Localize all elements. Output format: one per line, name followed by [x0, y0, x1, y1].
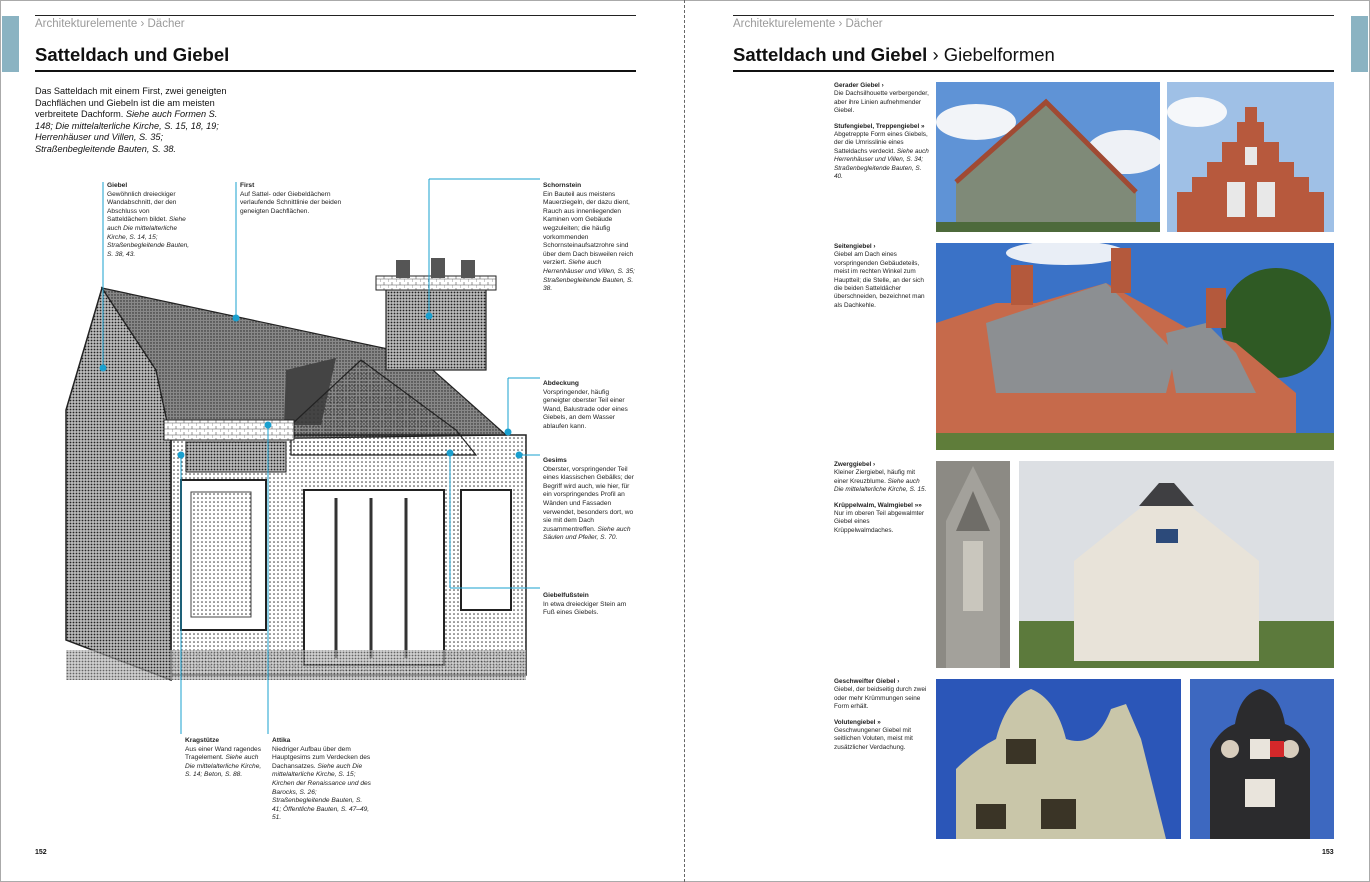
section-tab-right [1351, 16, 1368, 72]
photo-geschweifter-giebel [936, 679, 1181, 839]
page-title-right [733, 44, 1334, 72]
photo-seitengiebel [936, 243, 1334, 450]
section-tab-left [2, 16, 19, 72]
gable-house-illustration [36, 180, 536, 720]
breadcrumb-right: Architekturelemente › Dächer [733, 15, 1334, 33]
title-main: Satteldach und Giebel [733, 44, 933, 65]
callout-attika: Attika Niedriger Aufbau über dem Hauptgesims zum Verdecken des Dachansatzes. Siehe auch Die mittelalterliche Kirche, S. 15; Kirchen der Renaissance und des Barocks, S. 26; Straßenbegleitende Bauten, S. 41; Öffentliche Bauten, S. 47–49, 51. [272, 737, 371, 822]
photo-krueppelwalm [1019, 461, 1334, 668]
caption-zwerg-kruppel: Zwerggiebel › Kleiner Ziergiebel, häufig mit einer Kreuzblume. Siehe auch Die mittelalterliche Kirche, S. 15. Krüppelwalm, Walmgiebel »» Nur im oberen Teil abgewalmter Giebel eines Krüppelwalmdaches. [834, 461, 927, 534]
caption-seitengiebel: Seitengiebel › Giebel am Dach eines vorspringenden Gebäudeteils, meist im rechten Winkel zum Hauptteil; die Stelle, an der sich die beiden Satteldächer überschneiden, bezeichnet man als Dachkehle. [834, 243, 925, 309]
title-sub: Giebelformen [943, 44, 1055, 65]
photo-zwerggiebel [936, 461, 1010, 668]
page-title-left [35, 44, 636, 72]
callout-first: First Auf Sattel- oder Giebeldächern verlaufende Schnittlinie der beiden geneigten Dachflächen. [240, 182, 342, 215]
callout-schornstein: Schornstein Ein Bauteil aus meistens Mauerziegeln, der dazu dient, Rauch aus innenliegenden Kaminen vom Gebäude wegzuleiten; die häufig vorkommenden Schornsteinaufsatzrohre sind über dem Dach bisweilen reich verziert. Siehe auch Herrenhäuser und Villen, S. 35; Straßenbegleitende Bauten, S. 38. [543, 182, 635, 293]
photo-volutengiebel [1190, 679, 1334, 839]
title-text: Satteldach und Giebel [35, 44, 230, 65]
photo-stufengiebel [1167, 82, 1334, 232]
title-separator: › [932, 44, 944, 65]
photo-gerader-giebel [936, 82, 1160, 232]
page-number-left: 152 [35, 849, 47, 856]
callout-giebelfussstein: Giebelfußstein In etwa dreieckiger Stein am Fuß eines Giebels. [543, 592, 627, 617]
intro-paragraph [35, 86, 235, 156]
page-number-right: 153 [1322, 849, 1334, 856]
book-spine-divider [684, 0, 685, 882]
caption-geschweift-voluten: Geschweifter Giebel › Giebel, der beidseitig durch zwei oder mehr Krümmungen seine Form erhält. Volutengiebel » Geschwungener Giebel mit seitlichen Voluten, meist mit zusätzlicher Verdachung. [834, 678, 927, 751]
intro-text: Das Satteldach mit einem First, zwei geneigten Dachflächen und Giebeln ist die am meisten verbreitete Dachform. [35, 86, 227, 120]
caption-gerader-stufen: Gerader Giebel › Die Dachsilhouette verbergender, aber ihre Linien aufnehmender Giebel. Stufengiebel, Treppengiebel » Abgetreppte Form eines Giebels, der die Umrisslinie eines Satteldachs verdeckt. Siehe auch Herrenhäuser und Villen, S. 34; Straßenbegleitende Bauten, S. 40. [834, 82, 929, 181]
callout-kragstuetze: Kragstütze Aus einer Wand ragendes Tragelement. Siehe auch Die mittelalterliche Kirche, S. 14; Beton, S. 88. [185, 737, 262, 779]
callout-abdeckung: Abdeckung Vorspringender, häufig geneigter oberster Teil einer Wand, Balustrade oder eines Giebels, an dem Wasser ablaufen kann. [543, 380, 628, 430]
callout-giebel: Giebel Gewöhnlich dreieckiger Wandabschnitt, der den Abschluss von Satteldächern bildet. Siehe auch Die mittelalterliche Kirche, S. 14, 15; Straßenbegleitende Bauten, S. 38, 43. [107, 182, 190, 258]
intro-reference: Siehe auch Formen S. 148; Die mittelalterliche Kirche, S. 15, 18, 19; Herrenhäuser und Villen, S. 35; Straßenbegleitende Bauten, S. 38. [35, 109, 219, 154]
callout-gesims: Gesims Oberster, vorspringender Teil eines klassischen Gebälks; der Begriff wird auch, wie hier, für ein vorspringendes Profil an Wänden und Fassaden verwendet, besonders dort, wo sie mit dem Dach zusammentreffen. Siehe auch Säulen und Pfeiler, S. 70. [543, 457, 634, 542]
breadcrumb-left: Architekturelemente › Dächer [35, 15, 636, 33]
